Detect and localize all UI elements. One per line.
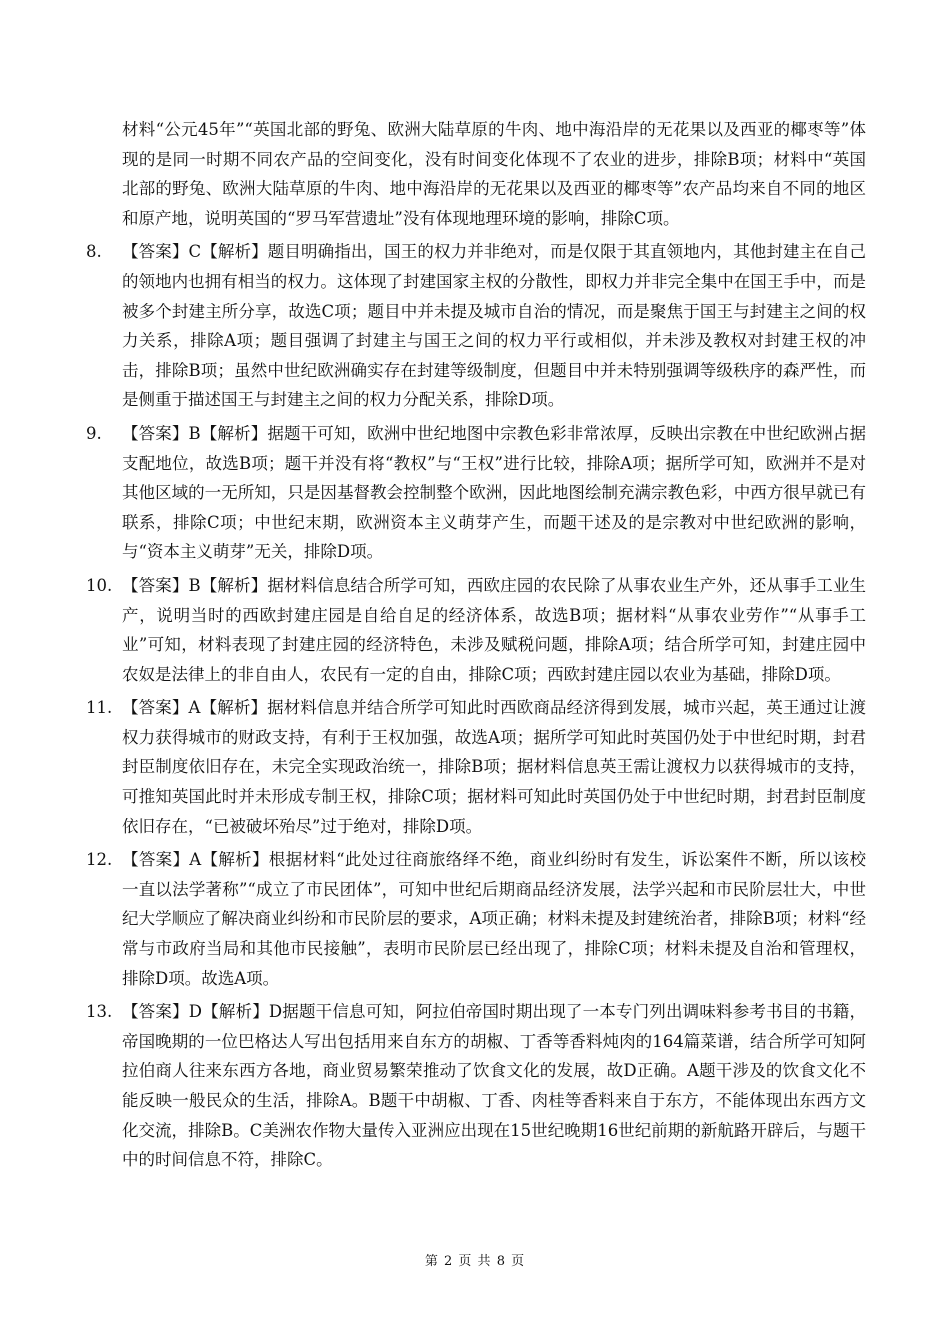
item-number: 11. bbox=[86, 698, 113, 718]
continuation-paragraph: 材料“公元45年”“英国北部的野兔、欧洲大陆草原的牛肉、地中海沿岸的无花果以及西亚的椰枣等”体现的是同一时期不同农产品的空间变化，没有时间变化体现不了农业的进步，排除B项；材料中“英国北部的野兔、欧洲大陆草原的牛肉、地中海沿岸的无花果以及西亚的椰枣等”农产品均来自不同的地区和原产地，说明英国的“罗马军营遗址”没有体现地理环境的影响，排除C项。 bbox=[122, 120, 866, 228]
page-content bbox=[86, 115, 866, 1175]
answer-item-9 bbox=[86, 419, 866, 567]
item-text: 【答案】B【解析】据材料信息结合所学可知，西欧庄园的农民除了从事农业生产外，还从事手工业生产，说明当时的西欧封建庄园是自给自足的经济体系，故选B项；据材料“从事农业劳作”“从事手工业”可知，材料表现了封建庄园的经济特色，未涉及赋税问题，排除A项；结合所学可知，封建庄园中农奴是法律上的非自由人，农民有一定的自由，排除C项；西欧封建庄园以农业为基础，排除D项。 bbox=[122, 575, 866, 684]
answer-item-10 bbox=[86, 571, 866, 689]
item-number: 10. bbox=[86, 575, 113, 595]
item-text: 【答案】A【解析】根据材料“此处过往商旅络绎不绝，商业纠纷时有发生，诉讼案件不断，所以该校一直以法学著称”“成立了市民团体”，可知中世纪后期商品经济发展，法学兴起和市民阶层壮大，中世纪大学顺应了解决商业纠纷和市民阶层的要求，A项正确；材料未提及封建统治者，排除B项；材料“经常与市政府当局和其他市民接触”，表明市民阶层已经出现了，排除C项；材料未提及自治和管理权，排除D项。故选A项。 bbox=[122, 850, 866, 988]
answer-item-11 bbox=[86, 693, 866, 841]
item-text: 【答案】A【解析】据材料信息并结合所学可知此时西欧商品经济得到发展，城市兴起，英王通过让渡权力获得城市的财政支持，有利于王权加强，故选A项；据所学可知此时英国仍处于中世纪时期，封君封臣制度依旧存在，未完全实现政治统一，排除B项；据材料信息英王需让渡权力以获得城市的支持，可推知英国此时并未形成专制王权，排除C项；据材料可知此时英国仍处于中世纪时期，封君封臣制度依旧存在，“已被破坏殆尽”过于绝对，排除D项。 bbox=[122, 698, 866, 836]
item-number: 13. bbox=[86, 1002, 113, 1022]
item-number: 12. bbox=[86, 850, 113, 870]
answer-item-8 bbox=[86, 237, 866, 415]
answer-item-12 bbox=[86, 845, 866, 993]
item-text: 【答案】C【解析】题目明确指出，国王的权力并非绝对，而是仅限于其直领地内，其他封建主在自己的领地内也拥有相当的权力。这体现了封建国家主权的分散性，即权力并非完全集中在国王手中，而是被多个封建主所分享，故选C项；题目中并未提及城市自治的情况，而是聚焦于国王与封建主之间的权力关系，排除A项；题目强调了封建主与国王之间的权力平行或相似，并未涉及教权对封建王权的冲击，排除B项；虽然中世纪欧洲确实存在封建等级制度，但题目中并未特别强调等级秩序的森严性，而是侧重于描述国王与封建主之间的权力分配关系，排除D项。 bbox=[122, 242, 866, 410]
page-footer: 第 2 页 共 8 页 bbox=[424, 1254, 526, 1269]
item-number: 8. bbox=[86, 242, 102, 262]
item-number: 9. bbox=[86, 423, 102, 443]
answer-item-13 bbox=[86, 997, 866, 1175]
item-text: 【答案】D【解析】D据题干信息可知，阿拉伯帝国时期出现了一本专门列出调味料参考书目的书籍，帝国晚期的一位巴格达人写出包括用来自东方的胡椒、丁香等香料炖肉的164篇菜谱，结合所学可知阿拉伯商人往来东西方各地，商业贸易繁荣推动了饮食文化的发展，故D正确。A题干涉及的饮食文化不能反映一般民众的生活，排除A。B题干中胡椒、丁香、肉桂等香料来自于东方，不能体现出东西方文化交流，排除B。C美洲农作物大量传入亚洲应出现在15世纪晚期16世纪前期的新航路开辟后，与题干中的时间信息不符，排除C。 bbox=[122, 1002, 866, 1170]
item-text: 【答案】B【解析】据题干可知，欧洲中世纪地图中宗教色彩非常浓厚，反映出宗教在中世纪欧洲占据支配地位，故选B项；题干并没有将“教权”与“王权”进行比较，排除A项；据所学可知，欧洲并不是对其他区域的一无所知，只是因基督教会控制整个欧洲，因此地图绘制充满宗教色彩，中西方很早就已有联系，排除C项；中世纪末期，欧洲资本主义萌芽产生，而题干述及的是宗教对中世纪欧洲的影响，与“资本主义萌芽”无关，排除D项。 bbox=[122, 423, 866, 562]
